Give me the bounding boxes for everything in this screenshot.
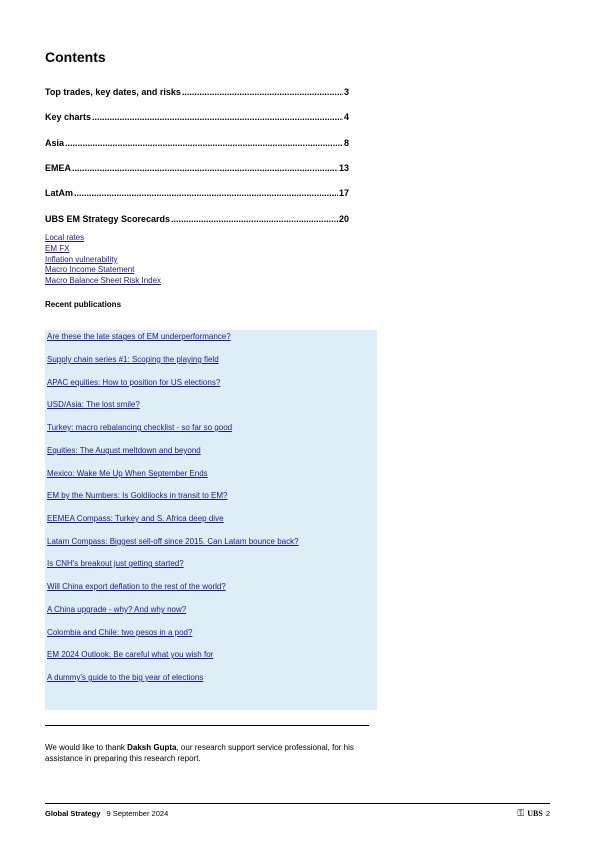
page-number: 2	[545, 808, 550, 818]
publication-link[interactable]: Equities: The August meltdown and beyond	[47, 446, 201, 455]
publication-link[interactable]: Are these the late stages of EM underperformance?	[47, 332, 231, 341]
toc-leader	[74, 188, 338, 198]
toc-page: 17	[338, 188, 349, 198]
footer-divider	[45, 803, 550, 804]
toc-page: 20	[338, 214, 349, 224]
toc-leader	[72, 163, 338, 173]
publication-link[interactable]: A China upgrade - why? And why now?	[47, 605, 187, 614]
scorecard-links	[45, 233, 161, 287]
toc-page: 3	[343, 87, 349, 97]
footer-date: 9 September 2024	[106, 808, 169, 818]
acknowledgement-text: We would like to thank	[45, 743, 128, 752]
ubs-keys-icon: ⚿	[517, 807, 525, 818]
footer-left	[45, 809, 517, 818]
acknowledged-name: Daksh Gupta	[127, 743, 177, 752]
scorecard-link[interactable]: Local rates	[45, 233, 85, 242]
toc-leader	[92, 112, 343, 122]
recent-publications-box	[45, 330, 377, 710]
toc-label: EMEA	[45, 163, 72, 173]
publication-link[interactable]: Is CNH's breakout just getting started?	[47, 559, 184, 568]
publication-link[interactable]: Supply chain series #1: Scoping the playing field	[47, 355, 219, 364]
toc-row[interactable]	[45, 188, 349, 200]
scorecard-link[interactable]: Inflation vulnerability	[45, 254, 118, 264]
page-footer	[45, 807, 550, 819]
publication-link[interactable]: Colombia and Chile: two pesos in a pod?	[47, 628, 193, 637]
publication-link[interactable]: Will China export deflation to the rest of the world?	[47, 582, 226, 591]
scorecard-link[interactable]: EM FX	[45, 243, 70, 253]
publication-link[interactable]: Turkey: macro rebalancing checklist - so far so good	[47, 423, 233, 432]
footer-right	[517, 808, 550, 819]
ubs-logo: UBS	[527, 808, 543, 818]
toc-row[interactable]	[45, 138, 349, 150]
acknowledgement	[45, 742, 385, 764]
scorecard-link[interactable]: Macro Income Statement	[45, 265, 135, 275]
publication-link[interactable]: EEMEA Compass: Turkey and S. Africa deep dive	[47, 514, 224, 523]
recent-publications-title: Recent publications	[45, 300, 122, 309]
toc-row[interactable]	[45, 214, 349, 226]
toc-label: UBS EM Strategy Scorecards	[45, 214, 171, 224]
toc-row[interactable]	[45, 87, 349, 99]
toc-page: 4	[343, 112, 349, 122]
toc-label: Asia	[45, 138, 65, 148]
toc-row[interactable]	[45, 163, 349, 175]
toc-page: 8	[343, 138, 349, 148]
footer-series: Global Strategy	[45, 808, 101, 818]
publication-link[interactable]: Latam Compass: Biggest sell-off since 2015. Can Latam bounce back?	[47, 537, 299, 546]
toc-label: Top trades, key dates, and risks	[45, 87, 181, 97]
publication-link[interactable]: APAC equities: How to position for US elections?	[47, 378, 221, 387]
publication-link[interactable]: USD/Asia: The lost smile?	[47, 400, 140, 409]
toc-row[interactable]	[45, 112, 349, 124]
toc-leader	[171, 214, 338, 224]
publication-link[interactable]: Mexico: Wake Me Up When September Ends	[47, 469, 208, 478]
publication-link[interactable]: A dummy's guide to the big year of elections	[47, 673, 204, 682]
toc-leader	[65, 138, 343, 148]
toc-label: Key charts	[45, 112, 92, 122]
publication-link[interactable]: EM 2024 Outlook: Be careful what you wish for	[47, 650, 214, 659]
toc-label: LatAm	[45, 188, 74, 198]
toc-leader	[182, 87, 343, 97]
publication-link[interactable]: EM by the Numbers: Is Goldilocks in transit to EM?	[47, 491, 228, 500]
contents-title: Contents	[45, 49, 106, 65]
divider	[45, 725, 369, 726]
acknowledgement-text: , our research support service professional, for his assistance in preparing this research report.	[45, 743, 354, 763]
scorecard-link[interactable]: Macro Balance Sheet Risk Index	[45, 276, 162, 286]
toc-page: 13	[338, 163, 349, 173]
